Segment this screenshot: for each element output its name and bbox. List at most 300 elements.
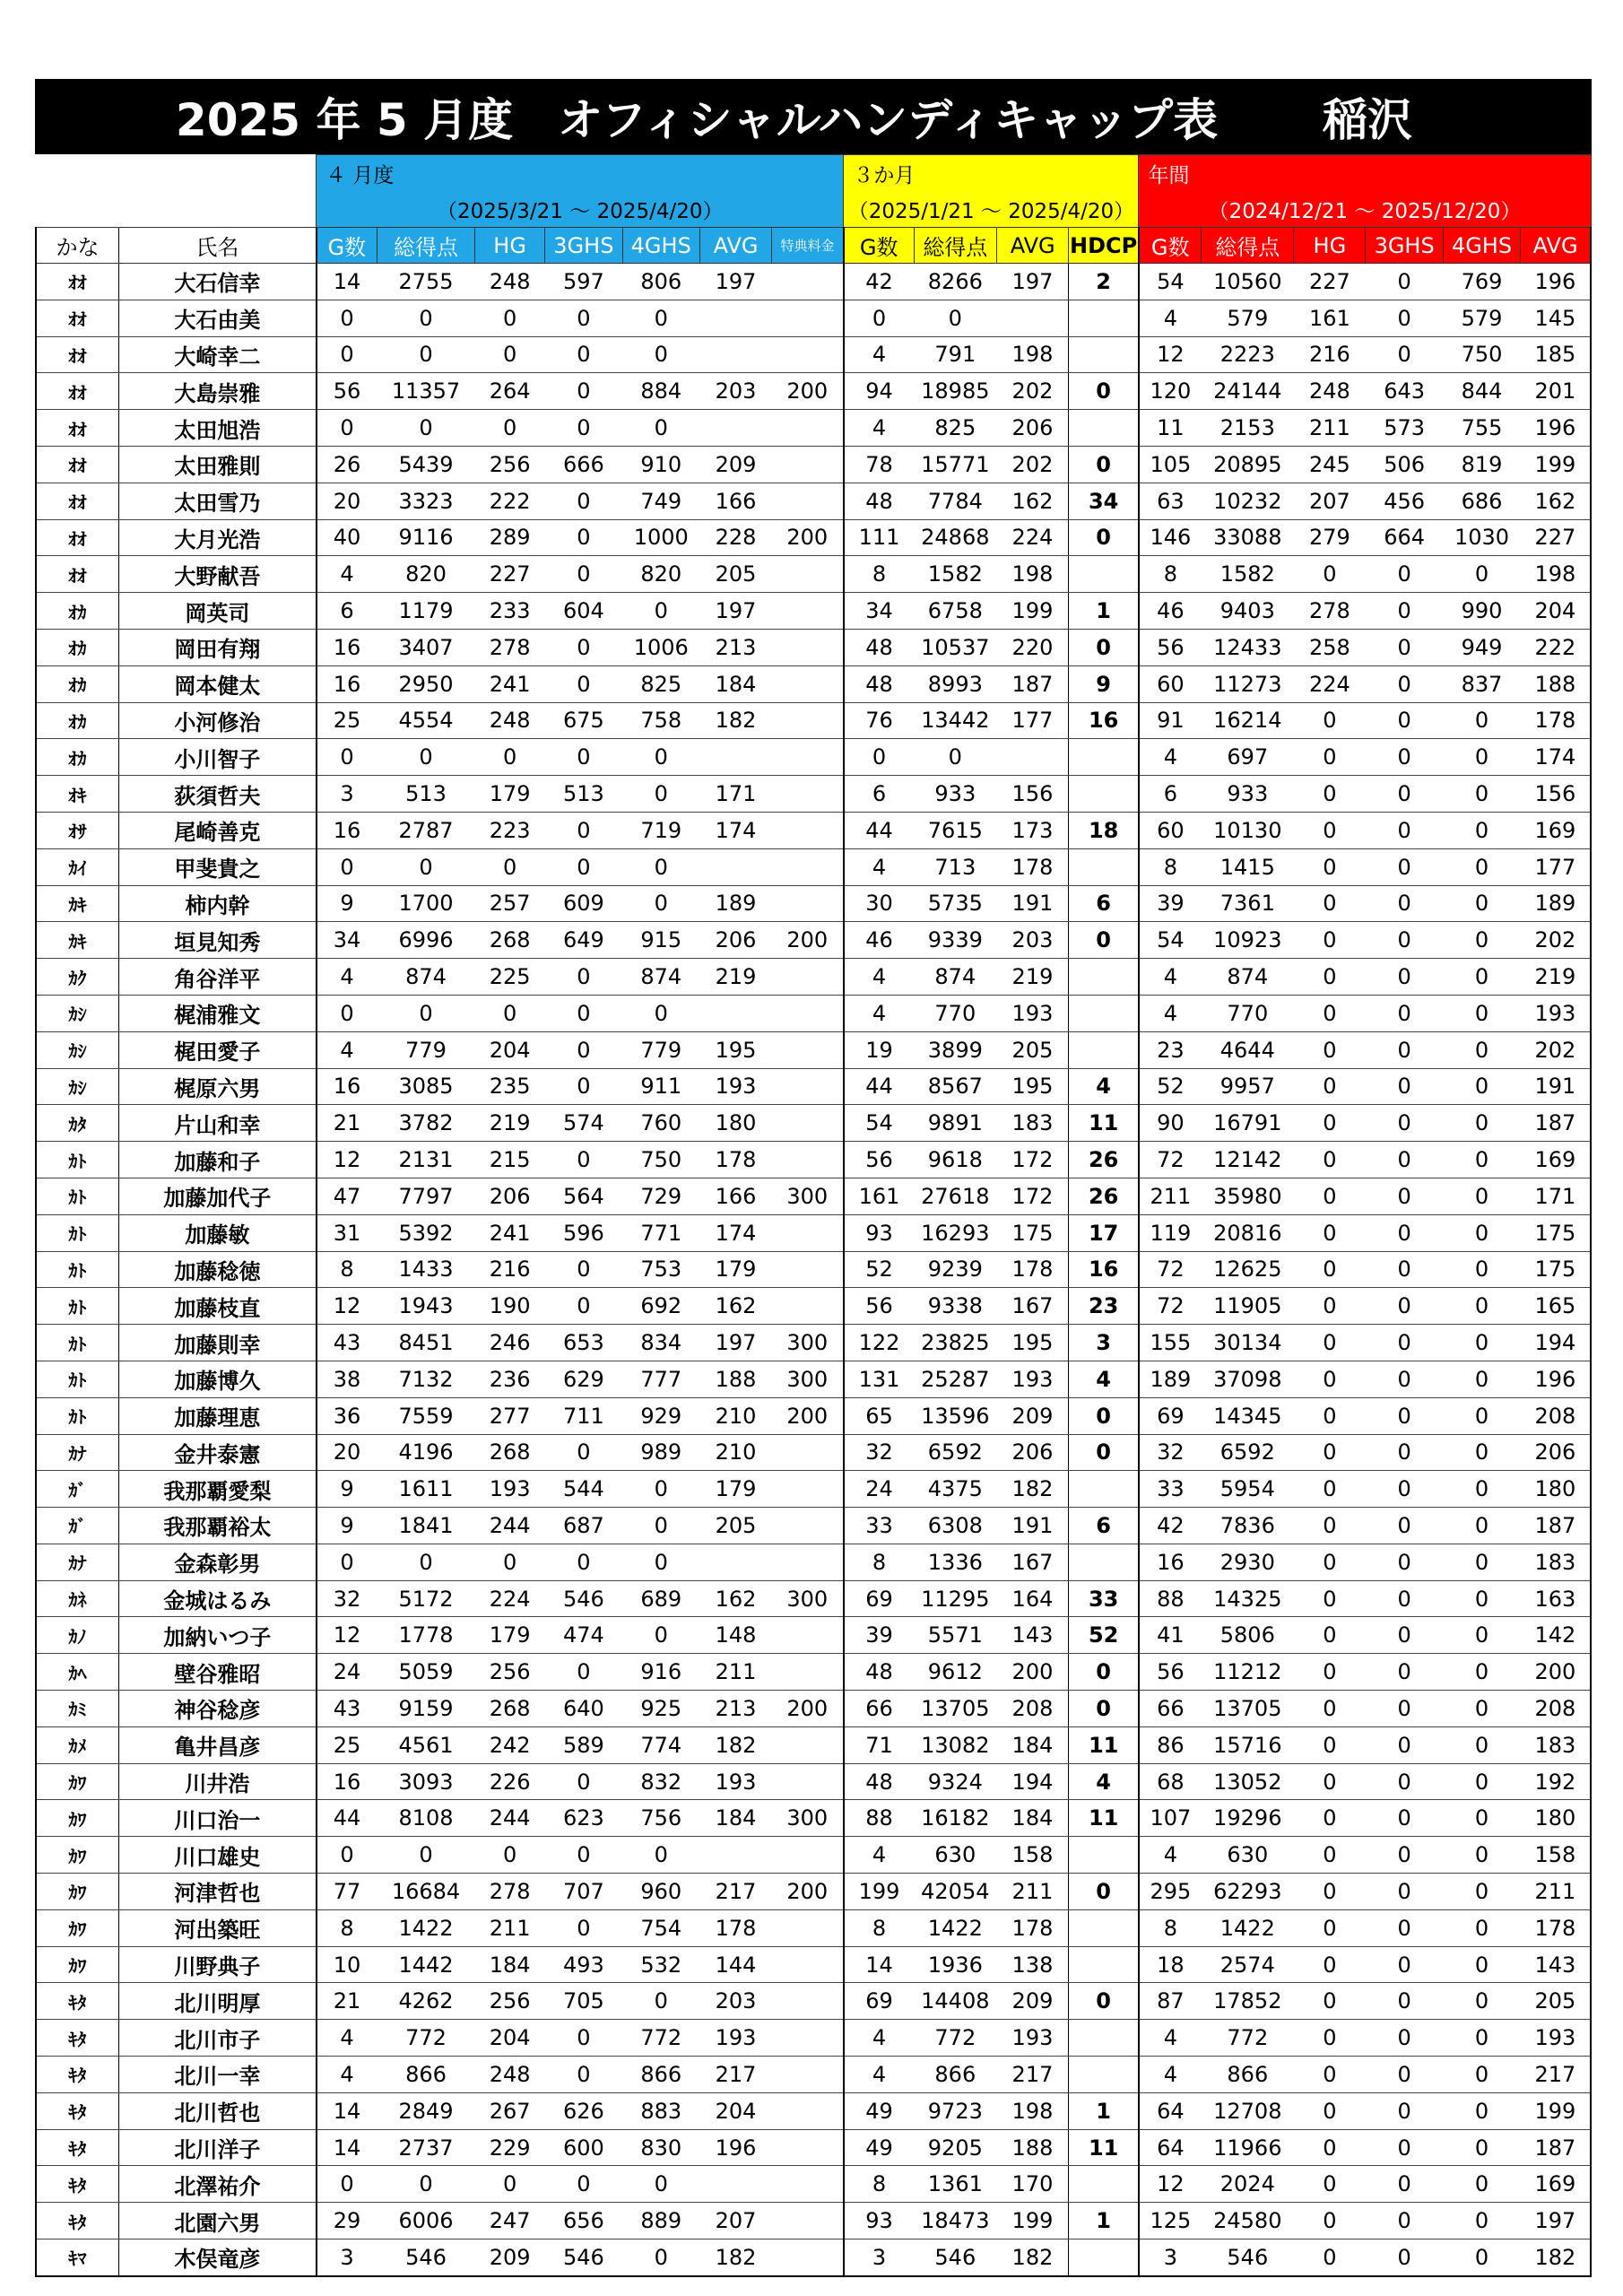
cell-name: 梶浦雅文 (119, 995, 317, 1031)
cell-name: 加藤加代子 (119, 1178, 317, 1214)
table-row (36, 702, 1591, 739)
table-row (36, 922, 1591, 959)
cell-month-bonus (772, 1105, 844, 1142)
cell-three-hdcp (1069, 300, 1139, 336)
cell-year-3ghs: 0 (1366, 1397, 1443, 1434)
cell-month-4ghs: 774 (622, 1726, 699, 1763)
cell-month-avg: 197 (699, 264, 771, 300)
cell-month-4ghs: 0 (622, 2239, 699, 2276)
cell-name: 北園六男 (119, 2203, 317, 2239)
cell-month-games: 0 (317, 410, 378, 447)
cell-month-games: 8 (317, 1251, 378, 1288)
table-row (36, 812, 1591, 848)
cell-year-hg: 0 (1294, 702, 1366, 739)
cell-name: 神谷稔彦 (119, 1691, 317, 1727)
cell-year-3ghs: 0 (1366, 1325, 1443, 1361)
cell-month-games: 14 (317, 264, 378, 300)
cell-month-avg: 193 (699, 1763, 771, 1800)
cell-three-total: 9239 (914, 1251, 997, 1288)
cell-year-avg: 208 (1521, 1691, 1591, 1727)
cell-year-hg: 0 (1294, 2166, 1366, 2203)
cell-name: 北川一幸 (119, 2057, 317, 2093)
cell-three-total: 9339 (914, 922, 997, 959)
cell-three-hdcp: 6 (1069, 885, 1139, 922)
cell-month-avg: 205 (699, 1508, 771, 1544)
cell-kana: ｶｷ (36, 922, 119, 959)
cell-kana: ｵｶ (36, 739, 119, 776)
cell-month-games: 29 (317, 2203, 378, 2239)
cell-year-total: 13705 (1202, 1691, 1294, 1727)
cell-month-4ghs: 806 (622, 264, 699, 300)
cell-year-4ghs: 0 (1443, 1580, 1520, 1617)
cell-year-total: 630 (1202, 1837, 1294, 1874)
cell-month-4ghs: 925 (622, 1691, 699, 1727)
cell-month-avg (699, 300, 771, 336)
cell-year-avg: 201 (1521, 373, 1591, 410)
cell-kana: ｶｼ (36, 1031, 119, 1068)
cell-year-total: 30134 (1202, 1325, 1294, 1361)
cell-year-3ghs: 0 (1366, 1691, 1443, 1727)
cell-year-total: 10232 (1202, 483, 1294, 519)
cell-name: 北川明厚 (119, 1983, 317, 2020)
cell-year-hg: 0 (1294, 922, 1366, 959)
cell-month-hg: 268 (475, 1434, 545, 1471)
cell-year-3ghs: 0 (1366, 702, 1443, 739)
cell-kana: ｵｶ (36, 702, 119, 739)
table-row (36, 264, 1591, 300)
cell-month-4ghs: 916 (622, 1654, 699, 1691)
cell-three-total: 874 (914, 959, 997, 996)
cell-month-games: 4 (317, 959, 378, 996)
cell-year-games: 8 (1139, 556, 1202, 593)
cell-year-total: 62293 (1202, 1874, 1294, 1910)
cell-year-4ghs: 0 (1443, 2057, 1520, 2093)
cell-three-games: 4 (844, 1837, 914, 1874)
cell-month-avg: 182 (699, 2239, 771, 2276)
cell-month-bonus (772, 593, 844, 630)
cell-month-3ghs: 0 (545, 848, 622, 885)
cell-three-hdcp: 4 (1069, 1361, 1139, 1397)
cell-month-avg: 174 (699, 1214, 771, 1251)
cell-year-games: 72 (1139, 1142, 1202, 1178)
cell-month-bonus (772, 1837, 844, 1874)
cell-month-bonus: 200 (772, 373, 844, 410)
cell-month-bonus (772, 812, 844, 848)
table-row (36, 2239, 1591, 2276)
cell-year-total: 7836 (1202, 1508, 1294, 1544)
cell-month-hg: 219 (475, 1105, 545, 1142)
cell-month-4ghs: 911 (622, 1068, 699, 1105)
cell-month-avg (699, 2166, 771, 2203)
cell-month-hg: 223 (475, 812, 545, 848)
group-three-label: ３か月 (844, 155, 1139, 192)
cell-month-bonus (772, 2203, 844, 2239)
cell-month-total: 6006 (378, 2203, 475, 2239)
cell-month-3ghs: 544 (545, 1471, 622, 1508)
cell-month-4ghs: 779 (622, 1031, 699, 1068)
cell-kana: ｵｶ (36, 593, 119, 630)
cell-year-4ghs: 0 (1443, 1837, 1520, 1874)
cell-year-4ghs: 0 (1443, 1142, 1520, 1178)
cell-month-avg: 184 (699, 665, 771, 702)
cell-three-games: 46 (844, 922, 914, 959)
cell-year-hg: 0 (1294, 1214, 1366, 1251)
cell-month-total: 2787 (378, 812, 475, 848)
cell-month-3ghs: 0 (545, 2020, 622, 2057)
cell-three-avg: 198 (997, 556, 1069, 593)
cell-month-avg: 206 (699, 922, 771, 959)
cell-year-hg: 211 (1294, 410, 1366, 447)
cell-month-4ghs: 750 (622, 1142, 699, 1178)
cell-three-hdcp: 4 (1069, 1763, 1139, 1800)
col-three-avg: AVG (997, 228, 1069, 264)
cell-three-games: 49 (844, 2092, 914, 2129)
cell-name: 梶田愛子 (119, 1031, 317, 1068)
cell-three-total: 27618 (914, 1178, 997, 1214)
cell-kana: ｷﾀ (36, 2166, 119, 2203)
cell-year-total: 933 (1202, 776, 1294, 813)
cell-month-avg: 144 (699, 1946, 771, 1983)
cell-month-games: 12 (317, 1142, 378, 1178)
cell-month-avg: 193 (699, 1068, 771, 1105)
cell-year-4ghs: 0 (1443, 1654, 1520, 1691)
cell-year-4ghs: 0 (1443, 1544, 1520, 1580)
cell-month-games: 0 (317, 300, 378, 336)
cell-three-games: 122 (844, 1325, 914, 1361)
cell-three-avg: 193 (997, 2020, 1069, 2057)
cell-year-total: 14345 (1202, 1397, 1294, 1434)
cell-year-games: 39 (1139, 885, 1202, 922)
cell-month-3ghs: 589 (545, 1726, 622, 1763)
cell-year-4ghs: 0 (1443, 922, 1520, 959)
cell-month-hg: 256 (475, 1983, 545, 2020)
cell-year-total: 24580 (1202, 2203, 1294, 2239)
cell-month-4ghs: 0 (622, 593, 699, 630)
cell-month-games: 3 (317, 776, 378, 813)
cell-three-hdcp: 26 (1069, 1142, 1139, 1178)
cell-year-3ghs: 0 (1366, 1946, 1443, 1983)
cell-year-hg: 0 (1294, 812, 1366, 848)
cell-month-games: 6 (317, 593, 378, 630)
cell-year-hg: 224 (1294, 665, 1366, 702)
cell-kana: ｶﾄ (36, 1178, 119, 1214)
cell-three-games: 199 (844, 1874, 914, 1910)
cell-three-hdcp: 0 (1069, 373, 1139, 410)
cell-year-total: 37098 (1202, 1361, 1294, 1397)
cell-month-hg: 235 (475, 1068, 545, 1105)
cell-year-hg: 0 (1294, 2020, 1366, 2057)
cell-month-games: 0 (317, 1837, 378, 1874)
cell-three-avg (997, 300, 1069, 336)
cell-month-3ghs: 0 (545, 1142, 622, 1178)
cell-year-4ghs: 0 (1443, 1434, 1520, 1471)
cell-month-hg: 204 (475, 2020, 545, 2057)
cell-name: 加藤稔徳 (119, 1251, 317, 1288)
cell-month-hg: 229 (475, 2129, 545, 2166)
cell-three-games: 44 (844, 812, 914, 848)
cell-year-hg: 0 (1294, 1031, 1366, 1068)
cell-year-4ghs: 0 (1443, 2020, 1520, 2057)
cell-year-total: 33088 (1202, 519, 1294, 556)
cell-year-total: 11273 (1202, 665, 1294, 702)
cell-name: 川野典子 (119, 1946, 317, 1983)
table-row (36, 1031, 1591, 1068)
table-row (36, 1397, 1591, 1434)
cell-year-total: 11905 (1202, 1288, 1294, 1325)
cell-month-avg: 203 (699, 373, 771, 410)
cell-year-avg: 227 (1521, 519, 1591, 556)
cell-month-games: 43 (317, 1325, 378, 1361)
cell-month-avg: 217 (699, 1874, 771, 1910)
cell-month-total: 1442 (378, 1946, 475, 1983)
cell-three-avg: 219 (997, 959, 1069, 996)
cell-month-hg: 179 (475, 1617, 545, 1654)
cell-name: 大石信幸 (119, 264, 317, 300)
cell-year-games: 120 (1139, 373, 1202, 410)
cell-name: 北澤祐介 (119, 2166, 317, 2203)
cell-three-hdcp: 34 (1069, 483, 1139, 519)
cell-month-bonus (772, 2166, 844, 2203)
cell-month-bonus (772, 300, 844, 336)
cell-month-3ghs: 0 (545, 1909, 622, 1946)
cell-three-avg: 205 (997, 1031, 1069, 1068)
cell-year-avg: 145 (1521, 300, 1591, 336)
cell-year-games: 8 (1139, 1909, 1202, 1946)
cell-three-games: 93 (844, 2203, 914, 2239)
cell-month-bonus (772, 702, 844, 739)
cell-name: 加藤敏 (119, 1214, 317, 1251)
cell-month-bonus: 300 (772, 1325, 844, 1361)
table-row (36, 1837, 1591, 1874)
cell-three-hdcp: 1 (1069, 2092, 1139, 2129)
cell-month-avg: 184 (699, 1800, 771, 1837)
cell-year-3ghs: 0 (1366, 776, 1443, 813)
cell-three-games: 48 (844, 1654, 914, 1691)
cell-kana: ｶﾐ (36, 1691, 119, 1727)
cell-year-hg: 0 (1294, 1178, 1366, 1214)
cell-month-bonus (772, 336, 844, 373)
cell-year-total: 9957 (1202, 1068, 1294, 1105)
cell-month-3ghs: 626 (545, 2092, 622, 2129)
cell-three-total: 14408 (914, 1983, 997, 2020)
cell-month-4ghs: 689 (622, 1580, 699, 1617)
cell-three-avg: 177 (997, 702, 1069, 739)
table-row (36, 1874, 1591, 1910)
cell-year-total: 2024 (1202, 2166, 1294, 2203)
cell-month-4ghs: 832 (622, 1763, 699, 1800)
cell-year-games: 3 (1139, 2239, 1202, 2276)
table-row (36, 2092, 1591, 2129)
cell-year-hg: 0 (1294, 2092, 1366, 2129)
cell-month-avg: 162 (699, 1288, 771, 1325)
cell-three-total: 5571 (914, 1617, 997, 1654)
cell-year-avg: 162 (1521, 483, 1591, 519)
cell-month-4ghs: 889 (622, 2203, 699, 2239)
cell-month-bonus (772, 848, 844, 885)
cell-year-hg: 0 (1294, 995, 1366, 1031)
cell-name: 川口治一 (119, 1800, 317, 1837)
cell-kana: ｵｻ (36, 812, 119, 848)
cell-name: 尾崎善克 (119, 812, 317, 848)
cell-month-games: 43 (317, 1691, 378, 1727)
cell-year-hg: 0 (1294, 848, 1366, 885)
table-row (36, 1580, 1591, 1617)
cell-year-3ghs: 0 (1366, 959, 1443, 996)
handicap-table (35, 154, 1592, 2277)
cell-three-avg: 167 (997, 1544, 1069, 1580)
cell-year-total: 12433 (1202, 629, 1294, 665)
cell-year-3ghs: 573 (1366, 410, 1443, 447)
cell-year-hg: 0 (1294, 885, 1366, 922)
cell-three-avg: 182 (997, 1471, 1069, 1508)
cell-month-hg: 225 (475, 959, 545, 996)
cell-year-3ghs: 0 (1366, 1617, 1443, 1654)
cell-name: 北川洋子 (119, 2129, 317, 2166)
cell-three-avg: 172 (997, 1178, 1069, 1214)
cell-month-games: 21 (317, 1983, 378, 2020)
cell-month-games: 38 (317, 1361, 378, 1397)
cell-name: 大月光浩 (119, 519, 317, 556)
cell-three-avg: 195 (997, 1068, 1069, 1105)
cell-year-games: 105 (1139, 446, 1202, 483)
cell-year-avg: 169 (1521, 1142, 1591, 1178)
cell-year-games: 69 (1139, 1397, 1202, 1434)
cell-month-total: 3407 (378, 629, 475, 665)
cell-year-avg: 206 (1521, 1434, 1591, 1471)
cell-three-avg: 162 (997, 483, 1069, 519)
cell-month-4ghs: 820 (622, 556, 699, 593)
cell-year-3ghs: 0 (1366, 1471, 1443, 1508)
cell-three-hdcp: 16 (1069, 702, 1139, 739)
cell-three-total: 3899 (914, 1031, 997, 1068)
cell-three-avg: 182 (997, 2239, 1069, 2276)
cell-month-games: 10 (317, 1946, 378, 1983)
cell-year-games: 91 (1139, 702, 1202, 739)
cell-name: 柿内幹 (119, 885, 317, 922)
cell-three-hdcp: 0 (1069, 1654, 1139, 1691)
cell-three-hdcp: 1 (1069, 593, 1139, 630)
cell-month-hg: 0 (475, 2166, 545, 2203)
cell-year-avg: 142 (1521, 1617, 1591, 1654)
cell-name: 川井浩 (119, 1763, 317, 1800)
cell-three-games: 42 (844, 264, 914, 300)
cell-year-games: 42 (1139, 1508, 1202, 1544)
cell-month-3ghs: 0 (545, 1544, 622, 1580)
cell-three-games: 19 (844, 1031, 914, 1068)
cell-three-total: 16182 (914, 1800, 997, 1837)
table-row (36, 1654, 1591, 1691)
cell-three-hdcp: 26 (1069, 1178, 1139, 1214)
cell-year-3ghs: 0 (1366, 1983, 1443, 2020)
cell-month-avg: 197 (699, 593, 771, 630)
cell-three-total: 42054 (914, 1874, 997, 1910)
col-month-total: 総得点 (378, 228, 475, 264)
col-year-games: G数 (1139, 228, 1202, 264)
cell-three-total: 24868 (914, 519, 997, 556)
cell-three-hdcp: 3 (1069, 1325, 1139, 1361)
cell-month-hg: 244 (475, 1800, 545, 1837)
cell-three-avg: 195 (997, 1325, 1069, 1361)
cell-year-avg: 211 (1521, 1874, 1591, 1910)
cell-month-hg: 226 (475, 1763, 545, 1800)
cell-month-avg (699, 995, 771, 1031)
table-row (36, 1105, 1591, 1142)
cell-year-4ghs: 0 (1443, 739, 1520, 776)
cell-month-bonus: 200 (772, 519, 844, 556)
cell-year-3ghs: 0 (1366, 1726, 1443, 1763)
cell-year-hg: 0 (1294, 1068, 1366, 1105)
cell-year-avg: 205 (1521, 1983, 1591, 2020)
cell-month-3ghs: 0 (545, 1031, 622, 1068)
cell-year-total: 1415 (1202, 848, 1294, 885)
cell-month-games: 14 (317, 2092, 378, 2129)
cell-year-hg: 216 (1294, 336, 1366, 373)
cell-month-avg: 213 (699, 1691, 771, 1727)
cell-month-hg: 0 (475, 1544, 545, 1580)
cell-year-avg: 193 (1521, 995, 1591, 1031)
cell-kana: ｵｵ (36, 446, 119, 483)
cell-three-avg: 156 (997, 776, 1069, 813)
cell-kana: ｶｼ (36, 995, 119, 1031)
cell-year-3ghs: 0 (1366, 1105, 1443, 1142)
cell-name: 加藤枝直 (119, 1288, 317, 1325)
cell-name: 岡英司 (119, 593, 317, 630)
cell-month-games: 4 (317, 556, 378, 593)
cell-month-bonus: 200 (772, 1874, 844, 1910)
cell-month-4ghs: 915 (622, 922, 699, 959)
cell-year-games: 86 (1139, 1726, 1202, 1763)
table-row (36, 1288, 1591, 1325)
cell-three-total: 866 (914, 2057, 997, 2093)
cell-three-games: 69 (844, 1580, 914, 1617)
cell-year-3ghs: 456 (1366, 483, 1443, 519)
cell-month-avg (699, 410, 771, 447)
cell-year-games: 4 (1139, 739, 1202, 776)
cell-month-hg: 236 (475, 1361, 545, 1397)
cell-month-hg: 248 (475, 702, 545, 739)
cell-three-games: 131 (844, 1361, 914, 1397)
cell-month-hg: 246 (475, 1325, 545, 1361)
cell-kana: ｶﾒ (36, 1726, 119, 1763)
cell-three-total: 933 (914, 776, 997, 813)
cell-month-hg: 264 (475, 373, 545, 410)
col-year-avg: AVG (1521, 228, 1591, 264)
cell-three-hdcp (1069, 2020, 1139, 2057)
cell-kana: ｵｵ (36, 556, 119, 593)
cell-year-3ghs: 0 (1366, 300, 1443, 336)
cell-month-3ghs: 493 (545, 1946, 622, 1983)
cell-three-total: 18473 (914, 2203, 997, 2239)
cell-name: 太田雅則 (119, 446, 317, 483)
cell-year-total: 20895 (1202, 446, 1294, 483)
cell-month-hg: 0 (475, 739, 545, 776)
cell-month-total: 874 (378, 959, 475, 996)
cell-kana: ｶﾜ (36, 1874, 119, 1910)
cell-month-hg: 209 (475, 2239, 545, 2276)
cell-month-avg: 178 (699, 1142, 771, 1178)
cell-year-4ghs: 0 (1443, 959, 1520, 996)
table-row (36, 1909, 1591, 1946)
cell-three-total: 15771 (914, 446, 997, 483)
cell-year-games: 54 (1139, 922, 1202, 959)
cell-year-4ghs: 1030 (1443, 519, 1520, 556)
cell-month-avg: 174 (699, 812, 771, 848)
group-three-range: （2025/1/21 ～ 2025/4/20） (844, 191, 1139, 228)
cell-month-avg: 171 (699, 776, 771, 813)
cell-name: 太田旭浩 (119, 410, 317, 447)
cell-year-3ghs: 0 (1366, 1288, 1443, 1325)
cell-year-4ghs: 750 (1443, 336, 1520, 373)
